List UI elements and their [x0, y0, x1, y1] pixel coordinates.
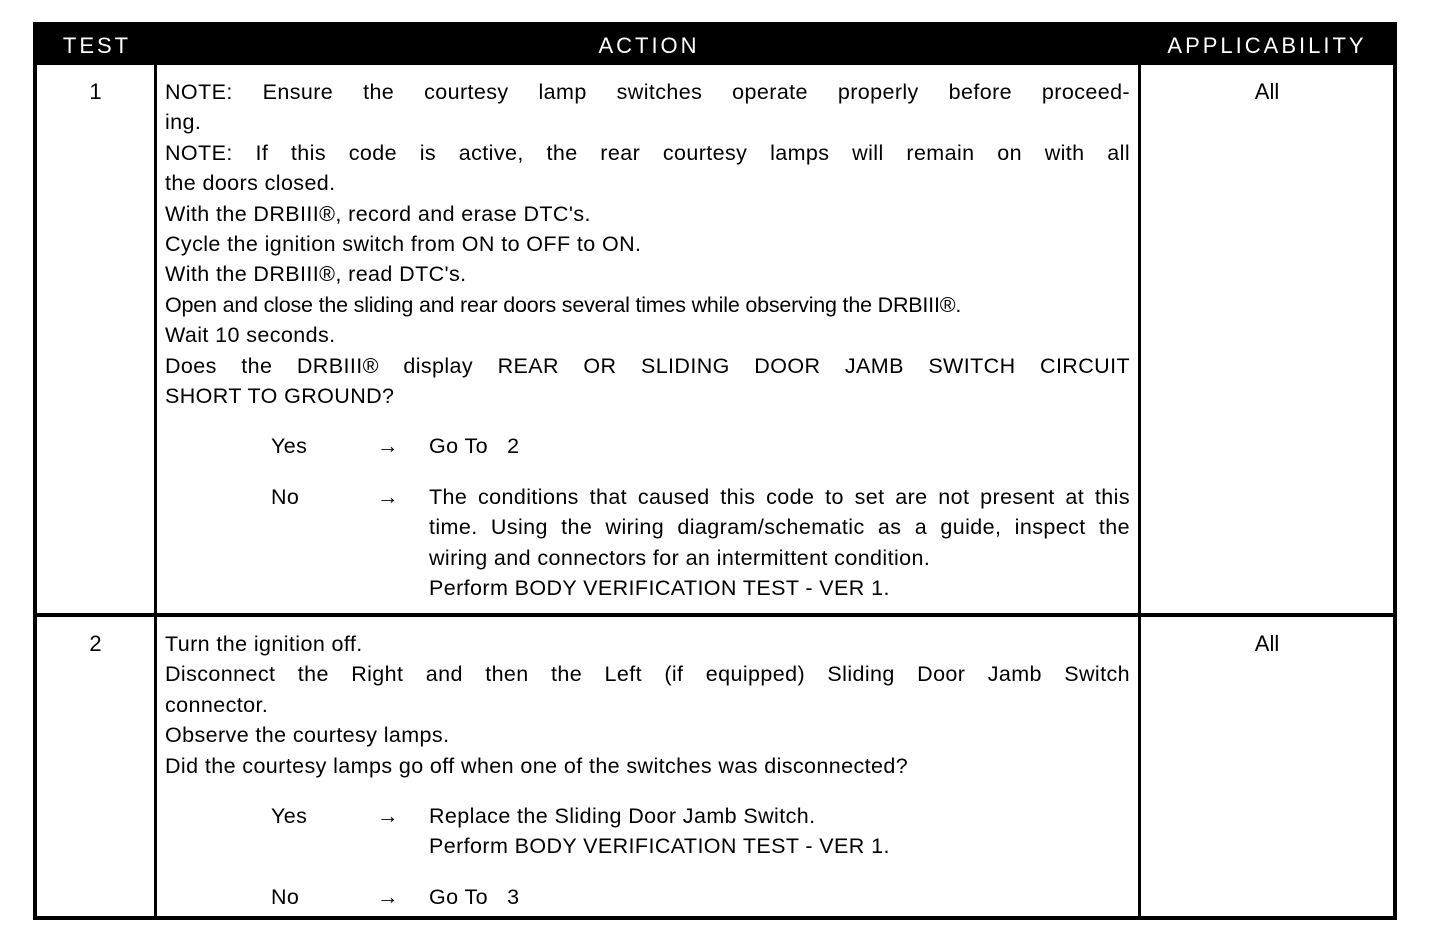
action-line: NOTE: If this code is active, the rear courtesy lamps will remain on with all — [165, 140, 1130, 165]
answer-list — [165, 431, 1130, 603]
answer-body — [429, 882, 1130, 912]
answer-body — [429, 801, 1130, 862]
header-test: TEST — [62, 32, 132, 58]
answer-label: No — [271, 484, 300, 509]
action-line: Does the DRBIII® display REAR OR SLIDING DOOR JAMB SWITCH CIRCUIT — [165, 353, 1130, 378]
diagnostic-test-table — [33, 22, 1397, 920]
action-line: Observe the courtesy lamps. — [165, 723, 450, 748]
answer-no — [165, 482, 1130, 604]
action-line: NOTE: Ensure the courtesy lamp switches operate properly before proceed- — [165, 80, 1130, 104]
header-applicability: APPLICABILITY — [1167, 32, 1367, 58]
action-cell — [157, 617, 1141, 916]
table-header — [37, 26, 1393, 65]
test-number: 1 — [37, 65, 157, 613]
answer-yes — [165, 431, 1130, 461]
answer-body — [429, 482, 1130, 604]
answer-line: Go To 2 — [429, 434, 520, 459]
answer-line: Replace the Sliding Door Jamb Switch. — [429, 804, 816, 829]
action-line: Wait 10 seconds. — [165, 323, 336, 348]
answer-line: Go To 3 — [429, 884, 520, 909]
table-row — [37, 613, 1393, 916]
action-line: the doors closed. — [165, 171, 336, 196]
arrow-right-icon: → — [377, 884, 399, 909]
action-line: connector. — [165, 692, 269, 717]
answer-line: Perform BODY VERIFICATION TEST - VER 1. — [429, 576, 890, 601]
action-line: Disconnect the Right and then the Left (if equipped) Sliding Door Jamb Switch — [165, 662, 1130, 687]
action-line: With the DRBIII®, read DTC's. — [165, 262, 467, 287]
action-cell — [157, 65, 1141, 613]
answer-label: Yes — [271, 434, 308, 459]
answer-body — [429, 431, 1130, 461]
answer-label: Yes — [271, 804, 308, 829]
answer-line: wiring and connectors for an intermittent condition. — [429, 545, 931, 570]
action-line: Turn the ignition off. — [165, 632, 363, 656]
answer-no — [165, 882, 1130, 912]
applicability-value: All — [1254, 631, 1280, 656]
test-number: 2 — [37, 617, 157, 916]
action-line: Did the courtesy lamps go off when one of the switches was disconnected? — [165, 753, 909, 778]
action-line: Cycle the ignition switch from ON to OFF to ON. — [165, 232, 642, 257]
arrow-right-icon: → — [377, 804, 399, 829]
arrow-right-icon: → — [377, 484, 399, 509]
answer-line: Perform BODY VERIFICATION TEST - VER 1. — [429, 834, 890, 859]
answer-list — [165, 801, 1130, 912]
answer-yes — [165, 801, 1130, 862]
applicability-value: All — [1254, 79, 1280, 104]
answer-label: No — [271, 884, 300, 909]
answer-line: time. Using the wiring diagram/schematic as a guide, inspect the — [429, 515, 1130, 540]
action-line: Open and close the sliding and rear doors several times while observing the DRBIII®. — [165, 292, 962, 317]
header-action: ACTION — [598, 32, 700, 58]
arrow-right-icon: → — [377, 434, 399, 459]
table-row — [37, 65, 1393, 613]
action-line: With the DRBIII®, record and erase DTC's. — [165, 201, 591, 226]
answer-line: The conditions that caused this code to set are not present at this — [429, 484, 1130, 509]
action-line: SHORT TO GROUND? — [165, 384, 395, 409]
action-line: ing. — [165, 110, 202, 135]
